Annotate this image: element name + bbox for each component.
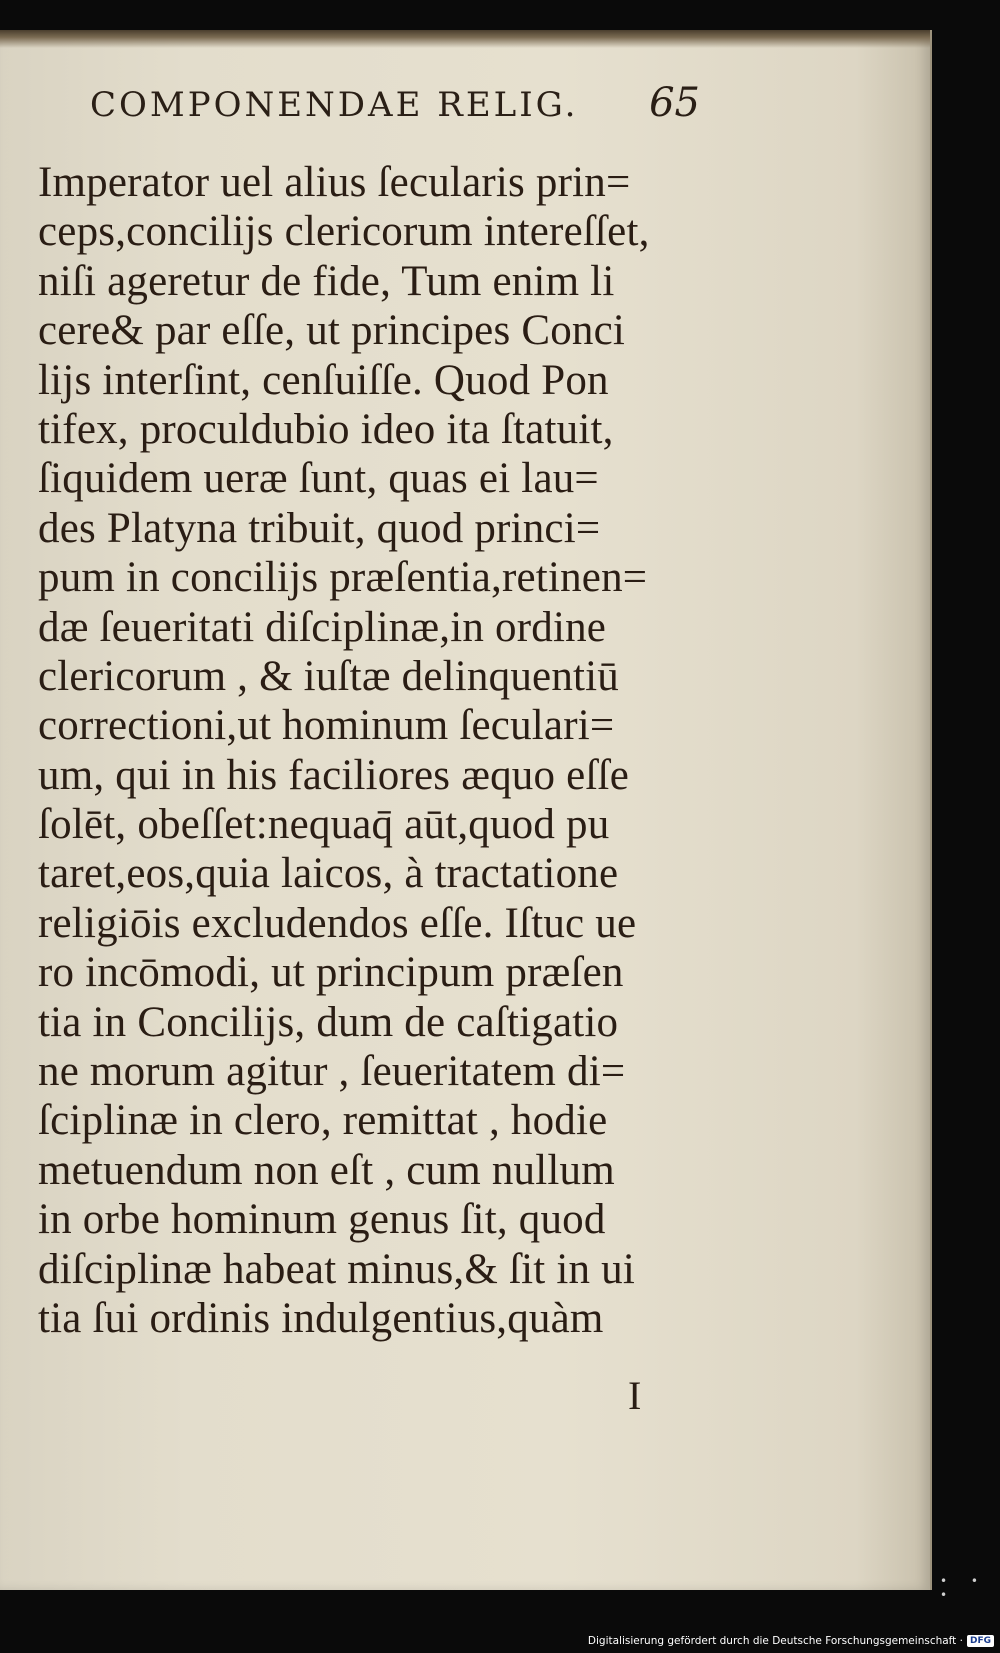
running-head: COMPONENDAE RELIG. <box>90 85 579 125</box>
digitization-credit <box>588 1635 994 1647</box>
credit-text: Digitalisierung gefördert durch die Deutsche Forschungsgemeinschaft · <box>587 1635 963 1647</box>
text-line: pum in concilijs præſentia,retinen= <box>38 554 648 602</box>
text-line: dæ ſeueritati diſciplinæ,in ordine <box>38 603 607 651</box>
text-line: ne morum agitur , ſeueritatem di= <box>38 1048 626 1096</box>
text-line: ceps,concilijs clericorum intereſſet, <box>38 208 650 256</box>
text-line: religiōis excludendos eſſe. Iſtuc ue <box>38 899 637 947</box>
dfg-logo-icon: DFG <box>967 1635 994 1647</box>
text-line: ſolēt, obeſſet:nequaq̄ aūt,quod pu <box>38 801 610 849</box>
text-line: in orbe hominum genus ſit, quod <box>38 1196 606 1244</box>
page-edge-marks: • • • <box>940 1574 988 1602</box>
text-line: ſciplinæ in clero, remittat , hodie <box>38 1097 608 1145</box>
text-line: ro incōmodi, ut principum præſen <box>38 949 624 997</box>
text-line: Imperator uel alius ſecularis prin= <box>38 159 631 206</box>
text-line: lijs interſint, cenſuiſſe. Quod Pon <box>38 356 609 404</box>
catchword: I <box>628 1373 642 1418</box>
text-line: clericorum , & iuſtæ delinquentiū <box>38 652 620 700</box>
text-line: diſciplinæ habeat minus,& ſit in ui <box>38 1245 636 1293</box>
text-line: tia in Concilijs, dum de caſtigatio <box>38 998 619 1046</box>
text-line: ſiquidem ueræ ſunt, quas ei lau= <box>38 455 599 503</box>
text-line: des Platyna tribuit, quod princi= <box>38 504 601 552</box>
text-line: correctioni,ut hominum ſeculari= <box>38 702 615 750</box>
text-line: um, qui in his faciliores æquo eſſe <box>38 751 629 799</box>
text-line: niſi ageretur de fide, Tum enim li <box>38 257 615 305</box>
book-page <box>0 30 932 1590</box>
page-number: 65 <box>649 80 700 126</box>
text-line: tifex, proculdubio ideo ita ſtatuit, <box>38 405 614 453</box>
text-line: cere& par eſſe, ut principes Conci <box>38 307 626 355</box>
page-header <box>90 80 700 126</box>
text-line: tia ſui ordinis indulgentius,quàm <box>38 1294 604 1342</box>
text-line: metuendum non eſt , cum nullum <box>38 1146 615 1194</box>
text-line: taret,eos,quia laicos, à tractatione <box>38 850 619 898</box>
body-text <box>38 158 718 1343</box>
